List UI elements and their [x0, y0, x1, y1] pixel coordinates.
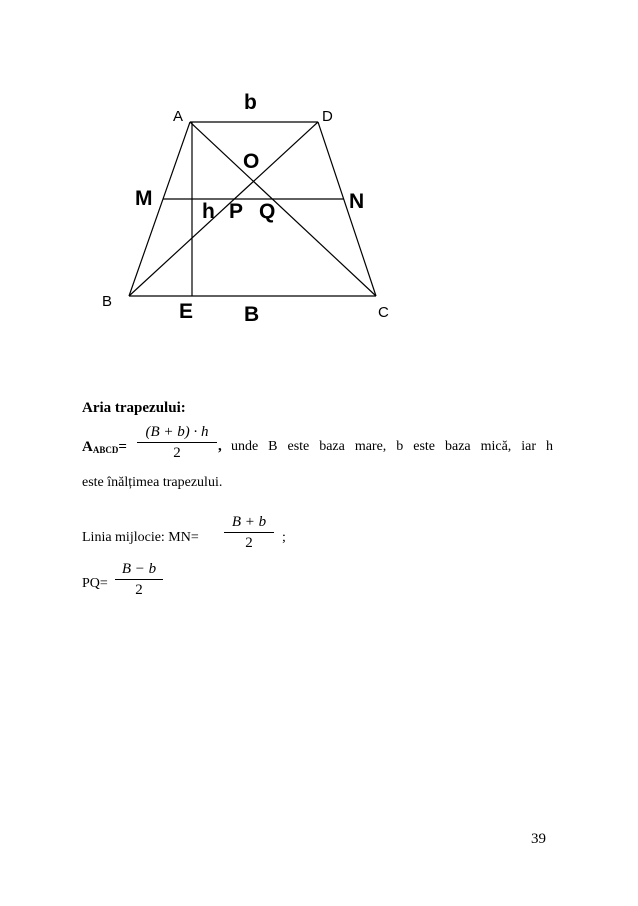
area-fraction-bar: [137, 442, 217, 443]
label-A: A: [173, 108, 184, 125]
label-h: h: [202, 200, 215, 223]
area-lhs: [82, 439, 127, 456]
area-lhs-eq: =: [118, 439, 127, 455]
midline-numerator: B + b: [231, 514, 267, 530]
label-Q: Q: [259, 200, 276, 223]
midline-fraction-bar: [224, 532, 274, 533]
pq-label: PQ=: [82, 576, 108, 591]
diagonal-BD: [129, 122, 318, 296]
area-numerator: (B + b) · h: [145, 424, 209, 440]
page-number: 39: [531, 831, 546, 847]
area-explanation-line1: unde B este baza mare, b este baza mică, iar h: [231, 439, 553, 454]
trapezoid-figure: [0, 0, 638, 340]
area-denominator: 2: [173, 445, 181, 461]
midline-label: Linia mijlocie: MN=: [82, 530, 199, 545]
area-comma: ,: [218, 438, 222, 454]
side-DC: [318, 122, 376, 296]
label-E: E: [179, 300, 194, 323]
area-lhs-symbol: A: [82, 439, 93, 455]
label-N: N: [349, 190, 365, 213]
label-B: B: [102, 293, 113, 310]
label-O: O: [243, 150, 260, 173]
label-C: C: [378, 304, 389, 321]
area-explanation-line2: este înălțimea trapezului.: [82, 475, 223, 490]
midline-denominator: 2: [245, 535, 253, 551]
area-heading: Aria trapezului:: [82, 400, 186, 416]
area-lhs-subscript: ABCD: [92, 445, 119, 455]
pq-fraction: [115, 560, 163, 599]
label-B-large-base: B: [244, 303, 260, 326]
midline-suffix: ;: [282, 530, 286, 545]
pq-fraction-bar: [115, 579, 163, 580]
pq-numerator: B − b: [121, 561, 157, 577]
midline-fraction: [224, 513, 274, 552]
label-P: P: [229, 200, 244, 223]
label-b-small-base: b: [244, 91, 257, 114]
label-D: D: [322, 108, 333, 125]
area-fraction: [137, 423, 217, 462]
pq-denominator: 2: [135, 582, 143, 598]
label-M: M: [135, 187, 153, 210]
